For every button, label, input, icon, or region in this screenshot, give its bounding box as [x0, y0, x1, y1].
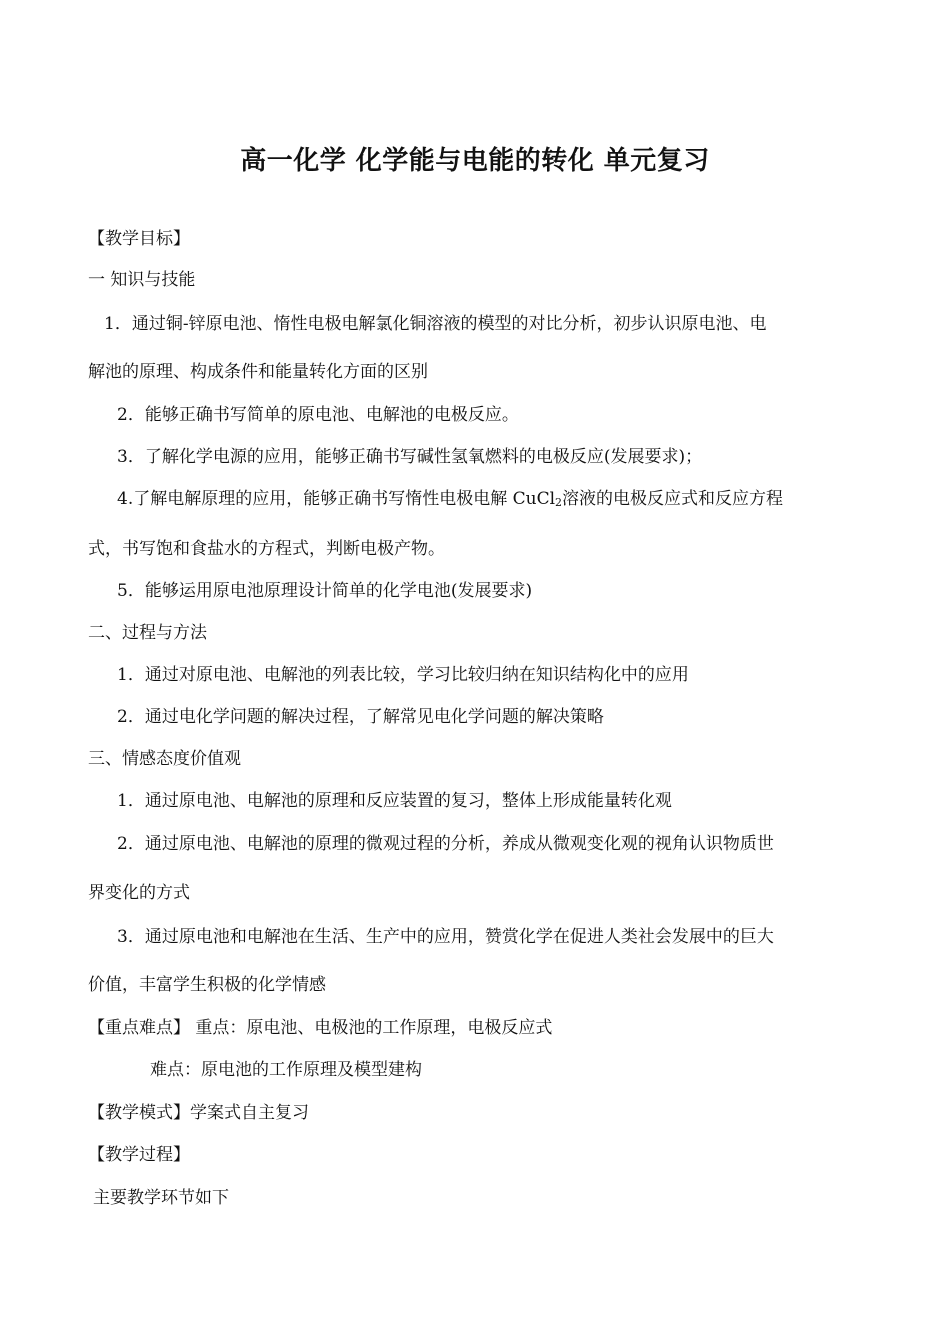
knowledge-item-4-line-2: 式，书写饱和食盐水的方程式，判断电极产物。	[88, 539, 445, 559]
knowledge-heading: 一 知识与技能	[88, 270, 196, 290]
knowledge-item-4-text-b: 溶液的电极反应式和反应方程	[562, 489, 784, 509]
key-points-label: 【重点难点】	[88, 1018, 190, 1038]
knowledge-item-4-line-1	[117, 487, 783, 511]
teaching-process-heading: 【教学过程】	[88, 1145, 190, 1165]
knowledge-item-2: 2．能够正确书写简单的原电池、电解池的电极反应。	[117, 405, 519, 425]
knowledge-item-3: 3．了解化学电源的应用，能够正确书写碱性氢氧燃料的电极反应(发展要求)；	[117, 447, 703, 467]
knowledge-item-5: 5．能够运用原电池原理设计简单的化学电池(发展要求)	[117, 581, 533, 601]
knowledge-item-1-line-2: 解池的原理、构成条件和能量转化方面的区别	[88, 362, 428, 382]
teaching-mode-value: 学案式自主复习	[190, 1103, 309, 1123]
key-points-focus: 重点：原电池、电极池的工作原理，电极反应式	[190, 1018, 553, 1038]
process-heading: 二、过程与方法	[88, 623, 207, 643]
emotion-heading: 三、情感态度价值观	[88, 749, 241, 769]
teaching-mode-label: 【教学模式】	[88, 1103, 190, 1123]
emotion-item-2-line-1: 2．通过原电池、电解池的原理的微观过程的分析，养成从微观变化观的视角认识物质世	[117, 834, 774, 854]
process-item-1: 1．通过对原电池、电解池的列表比较，学习比较归纳在知识结构化中的应用	[117, 665, 689, 685]
objectives-heading: 【教学目标】	[88, 229, 190, 249]
key-points-difficulty: 难点：原电池的工作原理及模型建构	[150, 1060, 422, 1080]
key-points-line	[88, 1016, 552, 1040]
knowledge-item-1-line-1: 1．通过铜-锌原电池、惰性电极电解氯化铜溶液的模型的对比分析，初步认识原电池、电	[104, 314, 767, 334]
emotion-item-3-line-1: 3．通过原电池和电解池在生活、生产中的应用，赞赏化学在促进人类社会发展中的巨大	[117, 927, 774, 947]
emotion-item-2-line-2: 界变化的方式	[88, 883, 190, 903]
subscript-2: 2	[555, 496, 563, 509]
document-title: 高一化学 化学能与电能的转化 单元复习	[240, 146, 710, 176]
main-steps-text: 主要教学环节如下	[93, 1188, 229, 1208]
process-item-2: 2．通过电化学问题的解决过程，了解常见电化学问题的解决策略	[117, 707, 604, 727]
teaching-mode-line	[88, 1101, 309, 1125]
emotion-item-3-line-2: 价值，丰富学生积极的化学情感	[88, 975, 326, 995]
emotion-item-1: 1．通过原电池、电解池的原理和反应装置的复习，整体上形成能量转化观	[117, 791, 672, 811]
knowledge-item-4-text-a: 4.了解电解原理的应用，能够正确书写惰性电极电解 CuCl	[117, 489, 556, 509]
